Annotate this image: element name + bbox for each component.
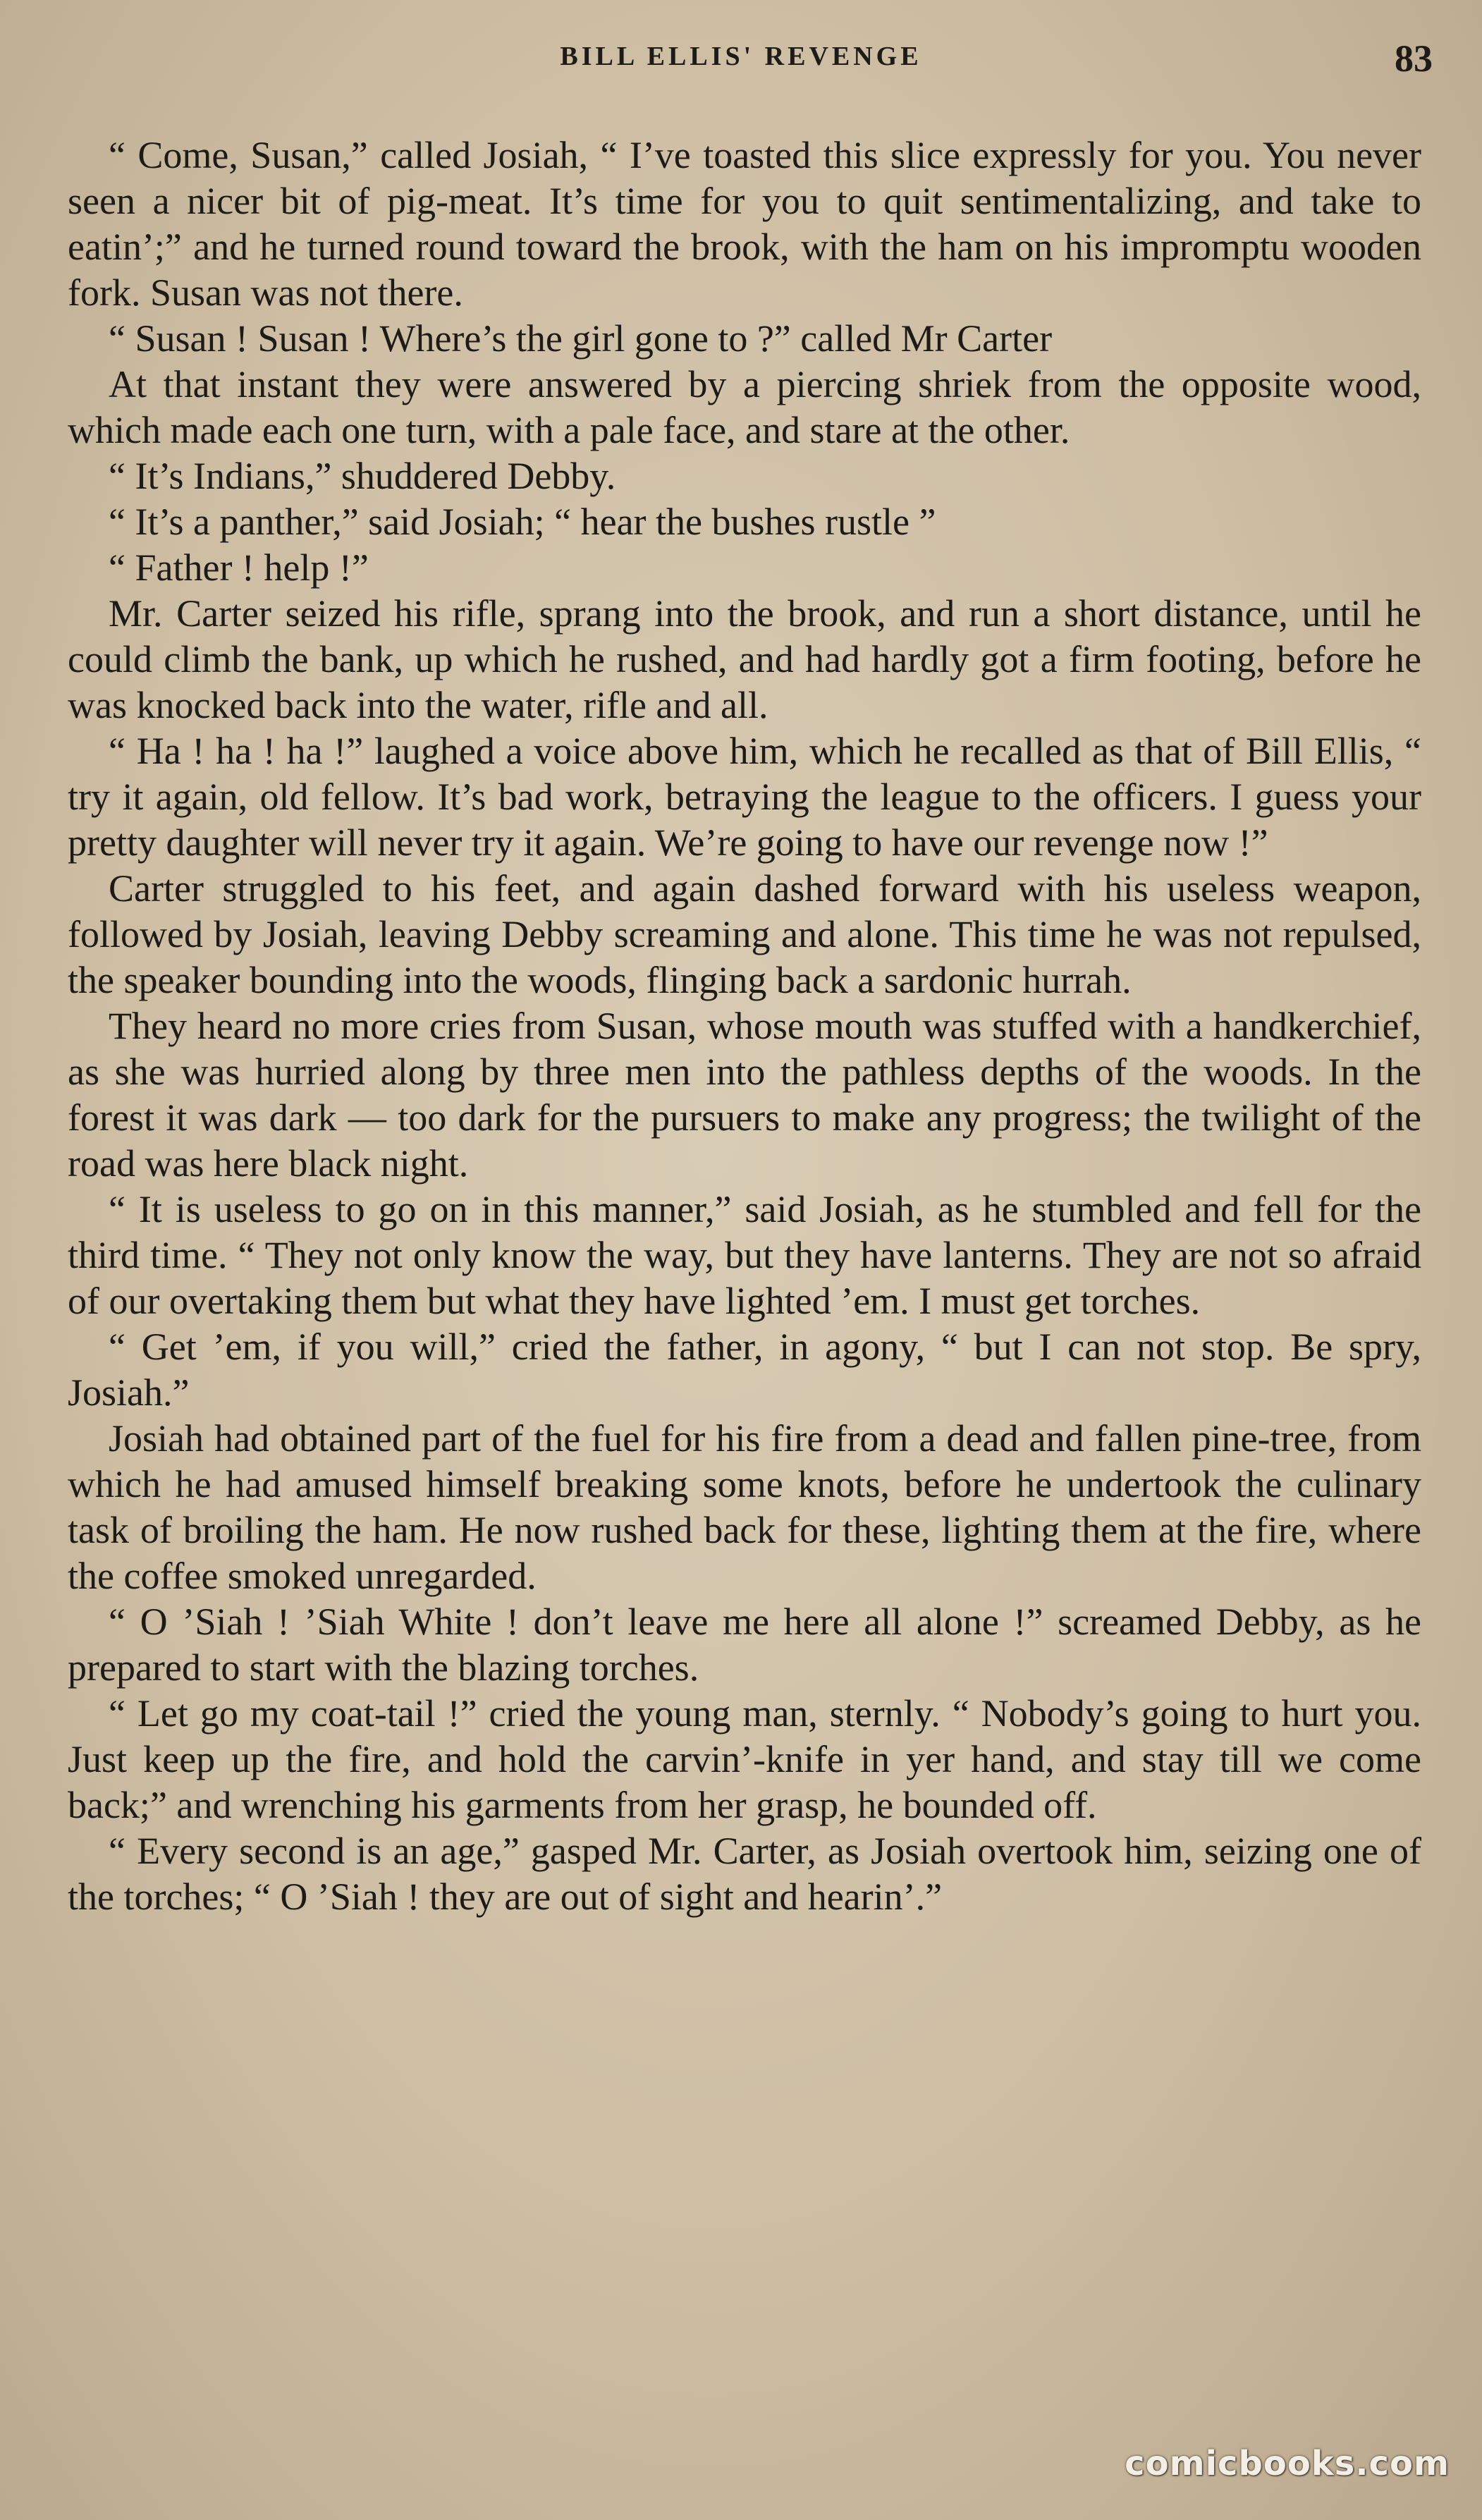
paragraph: “ Susan ! Susan ! Where’s the girl gone to ?” called Mr Carter <box>109 317 1053 360</box>
paragraph: They heard no more cries from Susan, whose mouth was stuffed with a handkerchief, as she was hurried along by three men into the pathless depths of the woods. In the forest it was dark — too dark for the pursuers to make any progress; the twilight of the road was here black night. <box>68 1005 1421 1185</box>
paragraph: “ Let go my coat-tail !” cried the young man, sternly. “ Nobody’s going to hurt you. Just keep up the fire, and hold the carvin’-knife in yer hand, and stay till we come back;” and wrenching his garments from her grasp, he bounded off. <box>68 1692 1421 1826</box>
paragraph: At that instant they were answered by a piercing shriek from the opposite wood, which made each one turn, with a pale face, and stare at the other. <box>68 363 1421 451</box>
watermark: comicbooks.com <box>1125 2444 1450 2483</box>
paragraph: “ O ’Siah ! ’Siah White ! don’t leave me here all alone !” screamed Debby, as he prepared to start with the blazing torches. <box>68 1601 1421 1689</box>
paragraph: “ It’s a panther,” said Josiah; “ hear the bushes rustle ” <box>109 501 936 543</box>
paragraph: “ Get ’em, if you will,” cried the father, in agony, “ but I can not stop. Be spry, Josiah.” <box>68 1326 1421 1414</box>
running-head: BILL ELLIS' REVENGE <box>560 42 922 71</box>
paragraph: Josiah had obtained part of the fuel for his fire from a dead and fallen pine-tree, from which he had amused himself breaking some knots, before he undertook the culinary task of broiling the ham. He now rushed back for these, lighting them at the fire, where the coffee smoked unregarded. <box>68 1417 1421 1597</box>
paragraph: “ Ha ! ha ! ha !” laughed a voice above him, which he recalled as that of Bill Ellis, “ try it again, old fellow. It’s bad work, betraying the league to the officers. I guess your pretty daughter will never try it again. We’re going to have our revenge now !” <box>68 730 1421 864</box>
paragraph: Carter struggled to his feet, and again dashed forward with his useless weapon, followed by Josiah, leaving Debby screaming and alone. This time he was not repulsed, the speaker bounding into the woods, flinging back a sardonic hurrah. <box>68 867 1421 1001</box>
paragraph: “ It’s Indians,” shuddered Debby. <box>109 455 616 497</box>
paragraph: “ Every second is an age,” gasped Mr. Carter, as Josiah overtook him, seizing one of the torches; “ O ’Siah ! they are out of sight and hearin’.” <box>68 1830 1421 1918</box>
page-number: 83 <box>1395 37 1433 80</box>
body-text <box>68 133 1421 1920</box>
paragraph: “ Come, Susan,” called Josiah, “ I’ve toasted this slice expressly for you. You never seen a nicer bit of pig-meat. It’s time for you to quit sentimentalizing, and take to eatin’;” and he turned round toward the brook, with the ham on his impromptu wooden fork. Susan was not there. <box>68 134 1421 314</box>
paragraph: “ Father ! help !” <box>109 546 369 589</box>
paragraph: Mr. Carter seized his rifle, sprang into the brook, and run a short distance, until he could climb the bank, up which he rushed, and had hardly got a firm footing, before he was knocked back into the water, rifle and all. <box>68 592 1421 726</box>
paragraph: “ It is useless to go on in this manner,” said Josiah, as he stumbled and fell for the third time. “ They not only know the way, but they have lanterns. They are not so afraid of our overtaking them but what they have lighted ’em. I must get torches. <box>68 1188 1421 1322</box>
